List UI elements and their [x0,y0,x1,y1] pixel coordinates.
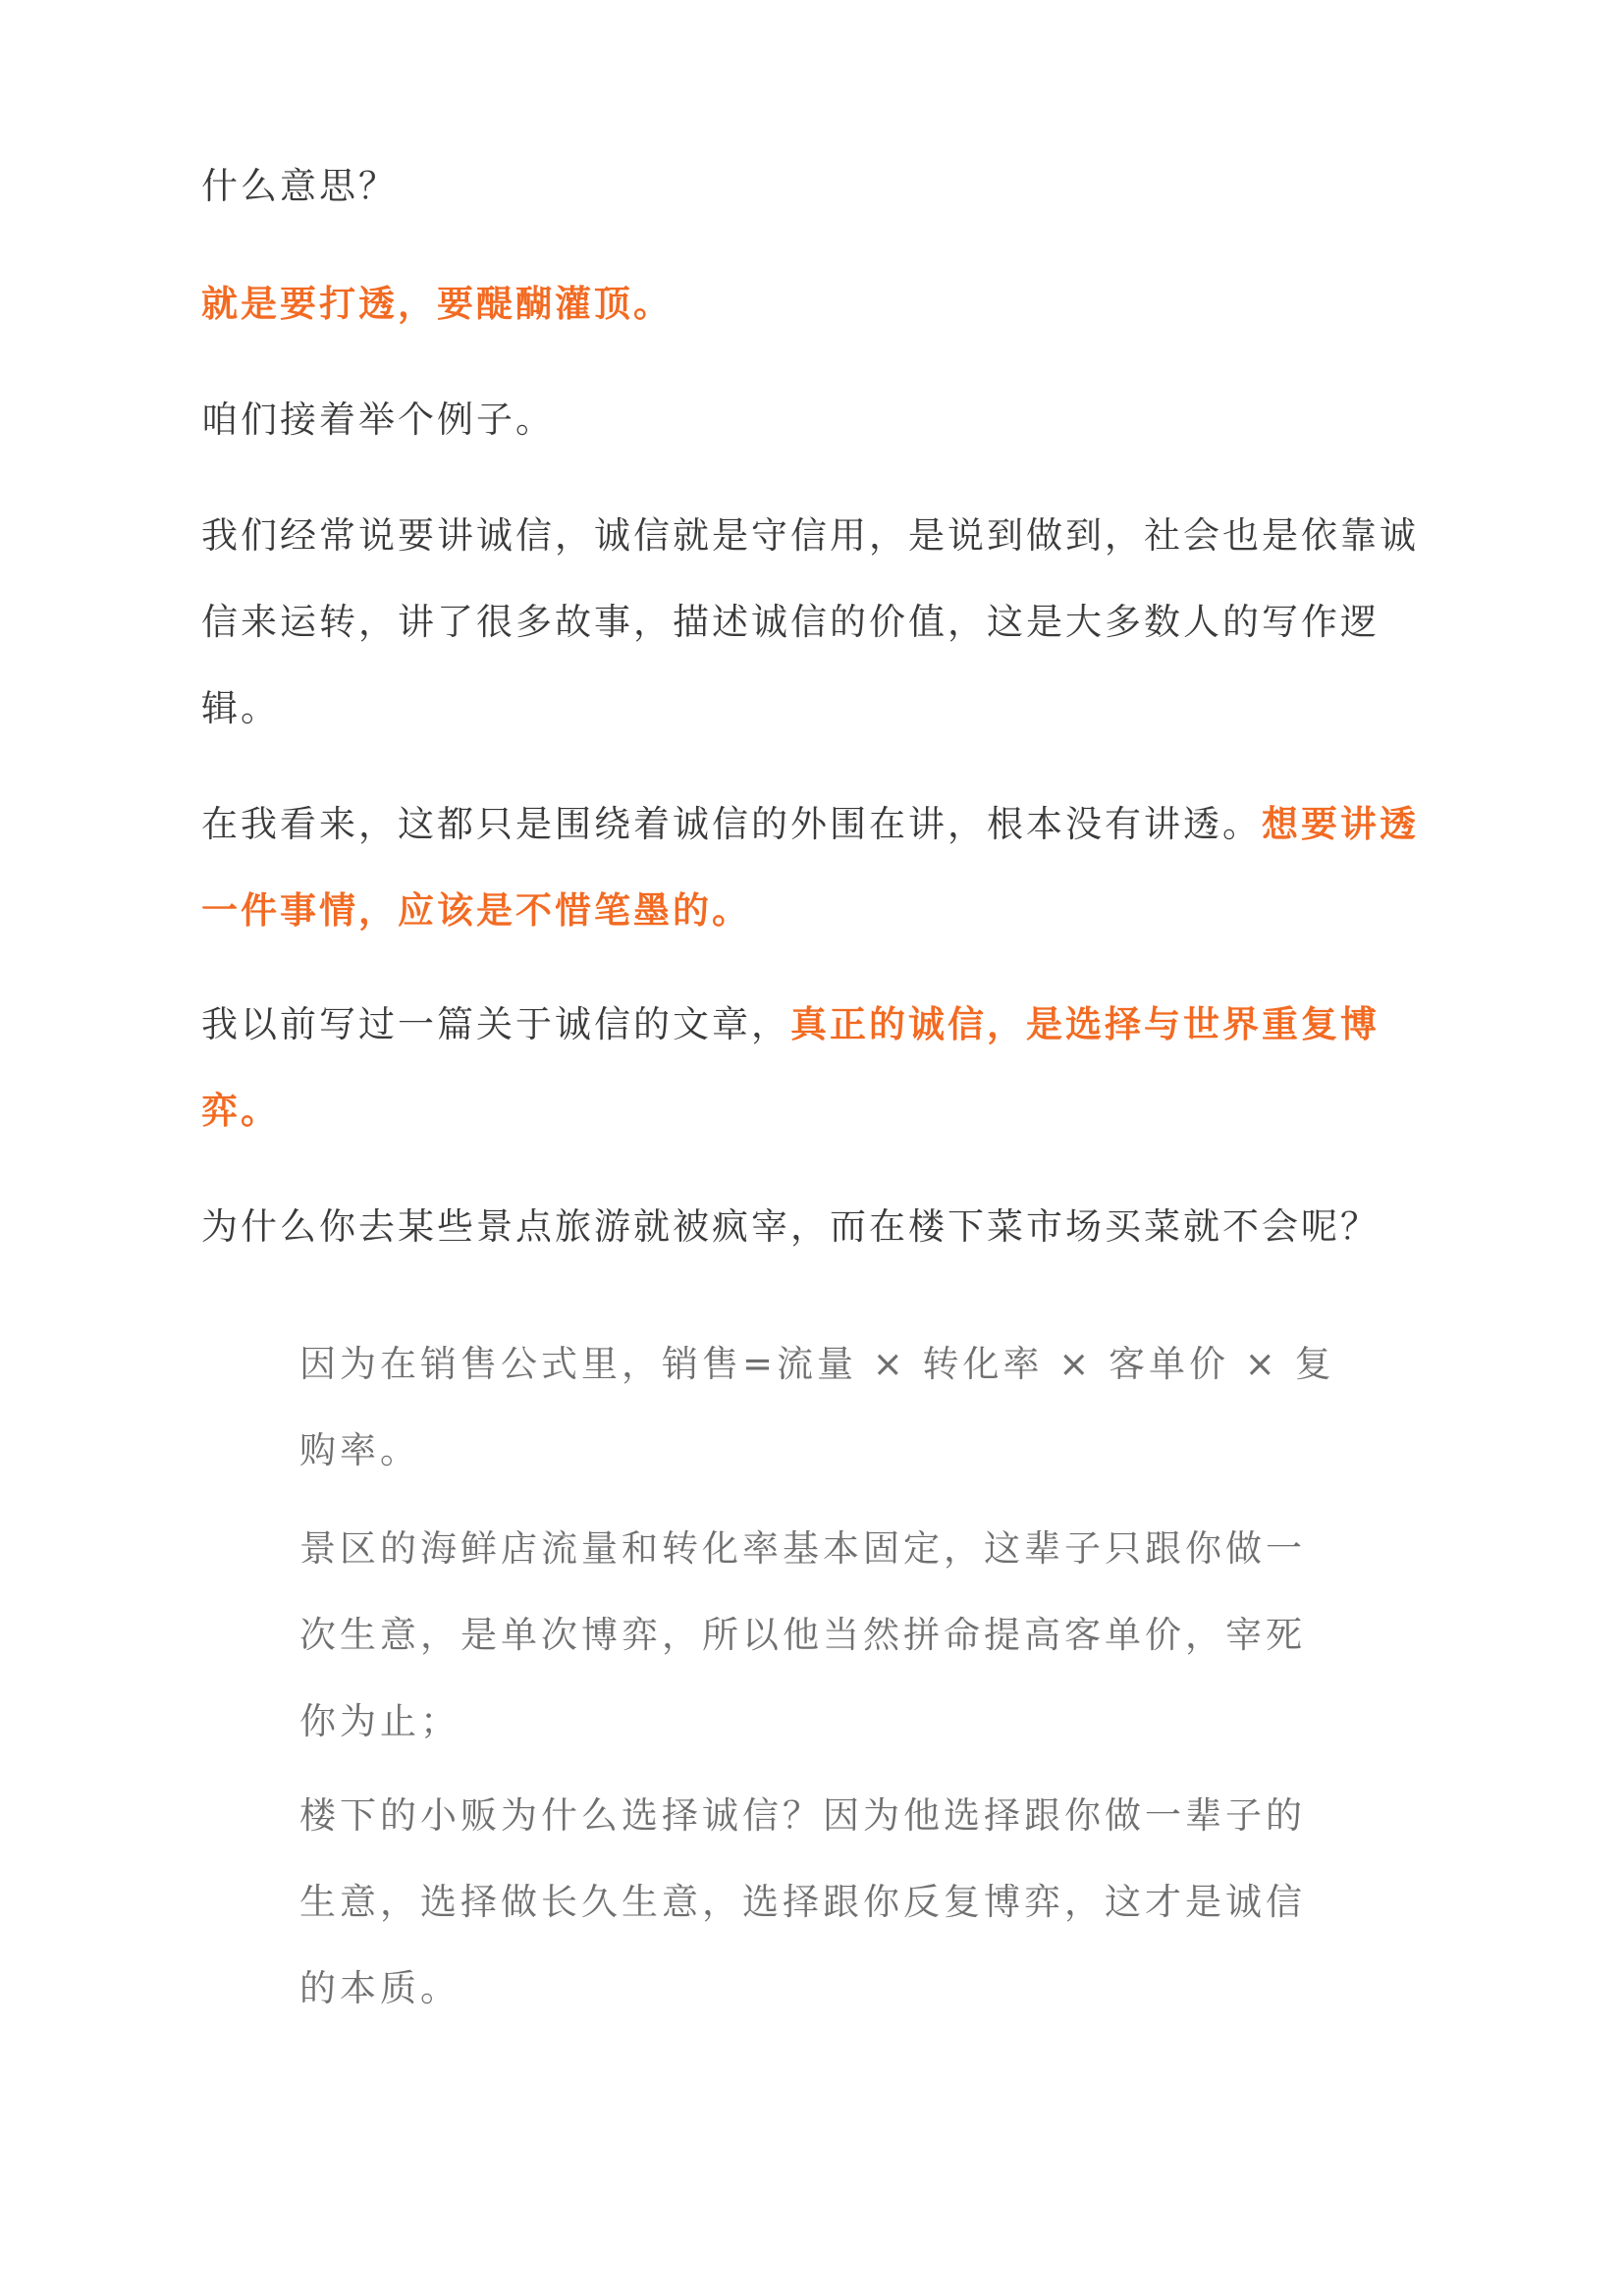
paragraph-previous-article [201,982,1438,1154]
paragraph-emphasis [201,261,1438,347]
quote-text: 楼下的小贩为什么选择诚信？因为他选择跟你做一辈子的生意，选择做长久生意，选择跟你反复博弈，这才是诚信的本质。 [299,1794,1306,2009]
paragraph-integrity-common-view [201,493,1438,752]
highlight-text: 就是要打透，要醍醐灌顶。 [201,283,673,325]
paragraph-text: 在我看来，这都只是围绕着诚信的外围在讲，根本没有讲透。 [201,803,1262,845]
paragraph-author-view [201,781,1438,954]
highlight-text: 真正的诚信，是选择与世界重复博弈。 [201,1003,1380,1132]
paragraph-text: 什么意思？ [201,165,398,207]
quote-sales-formula [299,1321,1340,1494]
quote-scenic-seafood-shop [299,1506,1340,1765]
paragraph-text: 我以前写过一篇关于诚信的文章， [201,1003,790,1045]
paragraph-tourist-question [201,1184,1438,1270]
paragraph-text: 为什么你去某些景点旅游就被疯宰，而在楼下菜市场买菜就不会呢？ [201,1205,1380,1248]
paragraph-question [201,143,1438,230]
paragraph-text: 咱们接着举个例子。 [201,399,555,441]
quote-downstairs-vendor [299,1773,1340,2032]
highlight-text: 想要讲透一件事情，应该是不惜笔墨的。 [201,803,1419,932]
paragraph-text: 我们经常说要讲诚信，诚信就是守信用，是说到做到，社会也是依靠诚信来运转，讲了很多故事，描述诚信的价值，这是大多数人的写作逻辑。 [201,514,1419,729]
quote-text: 因为在销售公式里，销售=流量 × 转化率 × 客单价 × 复购率。 [299,1343,1335,1471]
paragraph-example-intro [201,377,1438,463]
quote-text: 景区的海鲜店流量和转化率基本固定，这辈子只跟你做一次生意，是单次博弈，所以他当然拼命提高客单价，宰死你为止； [299,1527,1306,1742]
